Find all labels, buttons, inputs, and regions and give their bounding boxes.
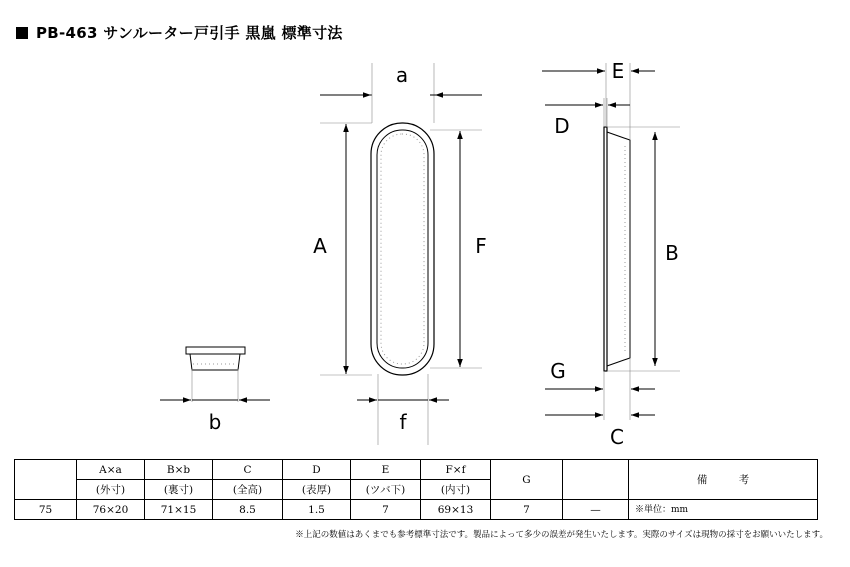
outer-flange <box>371 123 434 375</box>
title-text: PB-463 サンルーター戸引手 黒嵐 標準寸法 <box>36 24 343 42</box>
table-cell: 8.5 <box>213 500 283 520</box>
header-cell: E <box>351 460 421 480</box>
bottom-view <box>160 347 270 402</box>
table-cell: 1.5 <box>283 500 351 520</box>
subheader-cell: (表厚) <box>283 480 351 500</box>
label-B: B <box>665 241 679 265</box>
subheader-cell: (内寸) <box>421 480 491 500</box>
header-cell: B×b <box>145 460 213 480</box>
label-G: G <box>550 359 566 383</box>
header-cell: A×a <box>77 460 145 480</box>
label-C: C <box>610 425 624 449</box>
table-cell: 71×15 <box>145 500 213 520</box>
front-view <box>320 63 482 445</box>
subheader-cell: (裏寸) <box>145 480 213 500</box>
header-cell: G <box>491 460 563 500</box>
header-cell-remarks: 備 考 <box>629 460 818 500</box>
cup-flange <box>186 347 245 354</box>
inner-recess-hidden <box>381 134 424 364</box>
label-f: f <box>399 410 407 434</box>
side-flange <box>604 127 607 371</box>
header-cell: C <box>213 460 283 480</box>
table-cell: 75 <box>15 500 77 520</box>
table-header-row <box>15 460 818 480</box>
table-cell: 7 <box>351 500 421 520</box>
table-row <box>15 500 818 520</box>
table-cell-unit: ※単位：mm <box>629 500 818 520</box>
header-cell: F×f <box>421 460 491 480</box>
label-F: F <box>475 234 487 258</box>
spec-table <box>14 459 818 520</box>
label-a: a <box>395 63 409 87</box>
table-cell: 76×20 <box>77 500 145 520</box>
header-cell: D <box>283 460 351 480</box>
label-E: E <box>611 59 625 83</box>
inner-recess <box>377 130 428 368</box>
label-A: A <box>313 234 327 258</box>
label-b: b <box>208 410 222 434</box>
table-cell: — <box>563 500 629 520</box>
label-D: D <box>554 114 570 138</box>
header-cell <box>15 460 77 500</box>
header-cell <box>563 460 629 500</box>
table-cell: 69×13 <box>421 500 491 520</box>
subheader-cell: (全高) <box>213 480 283 500</box>
subheader-cell: (ツバ下) <box>351 480 421 500</box>
footnote: ※上記の数値はあくまでも参考標準寸法です。製品によって多少の誤差が発生いたします。実際のサイズは現物の採寸をお願いいたします。 <box>295 530 828 540</box>
subheader-cell: (外寸) <box>77 480 145 500</box>
table-cell: 7 <box>491 500 563 520</box>
